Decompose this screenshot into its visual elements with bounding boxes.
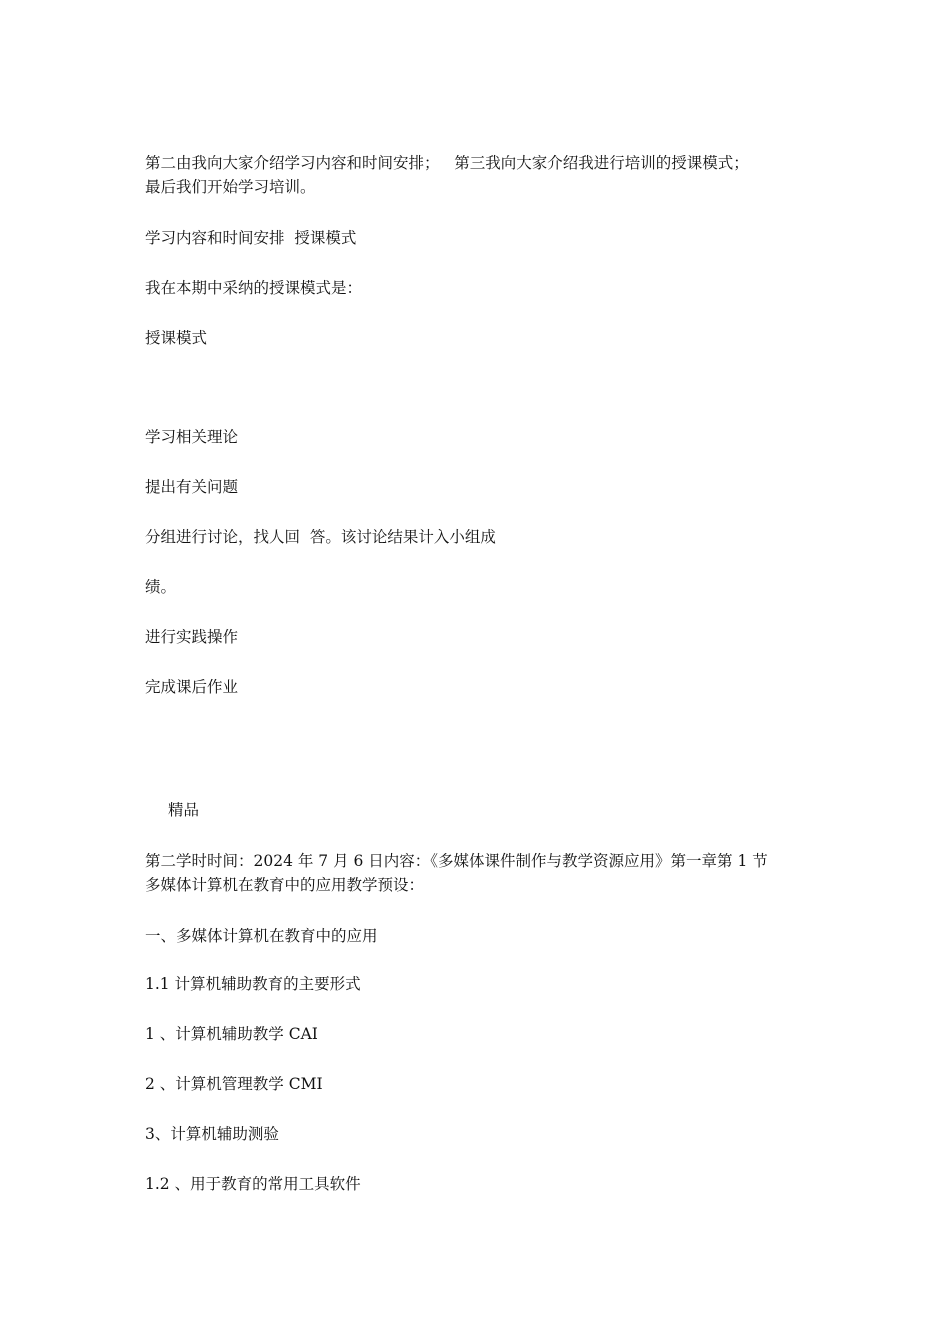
section-1-heading: 一、多媒体计算机在教育中的应用 bbox=[145, 927, 378, 945]
subsection-1-1: 1.1 计算机辅助教育的主要形式 bbox=[145, 975, 361, 993]
step-homework: 完成课后作业 bbox=[145, 678, 239, 696]
intro-line-1: 第二由我向大家介绍学习内容和时间安排； 第三我向大家介绍我进行培训的授课模式； bbox=[145, 154, 749, 172]
step-practice: 进行实践操作 bbox=[145, 628, 239, 646]
adopted-mode-text: 我在本期中采纳的授课模式是： bbox=[145, 279, 363, 297]
list-item-cai: 1 、计算机辅助教学 CAI bbox=[145, 1025, 318, 1043]
subsection-1-2: 1.2 、用于教育的常用工具软件 bbox=[145, 1175, 361, 1193]
jingpin-label: 精品 bbox=[168, 801, 200, 819]
step-study-theory: 学习相关理论 bbox=[145, 428, 239, 446]
lesson2-line-1: 第二学时时间：2024 年 7 月 6 日内容：《多媒体课件制作与教学资源应用》第一章第 1 节 bbox=[145, 852, 768, 870]
step-group-discussion: 分组进行讨论，找人回 答。该讨论结果计入小组成 bbox=[145, 528, 496, 546]
mode-title: 授课模式 bbox=[145, 329, 208, 347]
step-raise-questions: 提出有关问题 bbox=[145, 478, 239, 496]
step-group-discussion-cont: 绩。 bbox=[145, 578, 177, 596]
list-item-cmi: 2 、计算机管理教学 CMI bbox=[145, 1075, 323, 1093]
lesson2-line-2: 多媒体计算机在教育中的应用教学预设： bbox=[145, 876, 425, 894]
list-item-testing: 3、计算机辅助测验 bbox=[145, 1125, 279, 1143]
intro-line-2: 最后我们开始学习培训。 bbox=[145, 178, 316, 196]
heading-contents-and-mode: 学习内容和时间安排 授课模式 bbox=[145, 229, 357, 247]
